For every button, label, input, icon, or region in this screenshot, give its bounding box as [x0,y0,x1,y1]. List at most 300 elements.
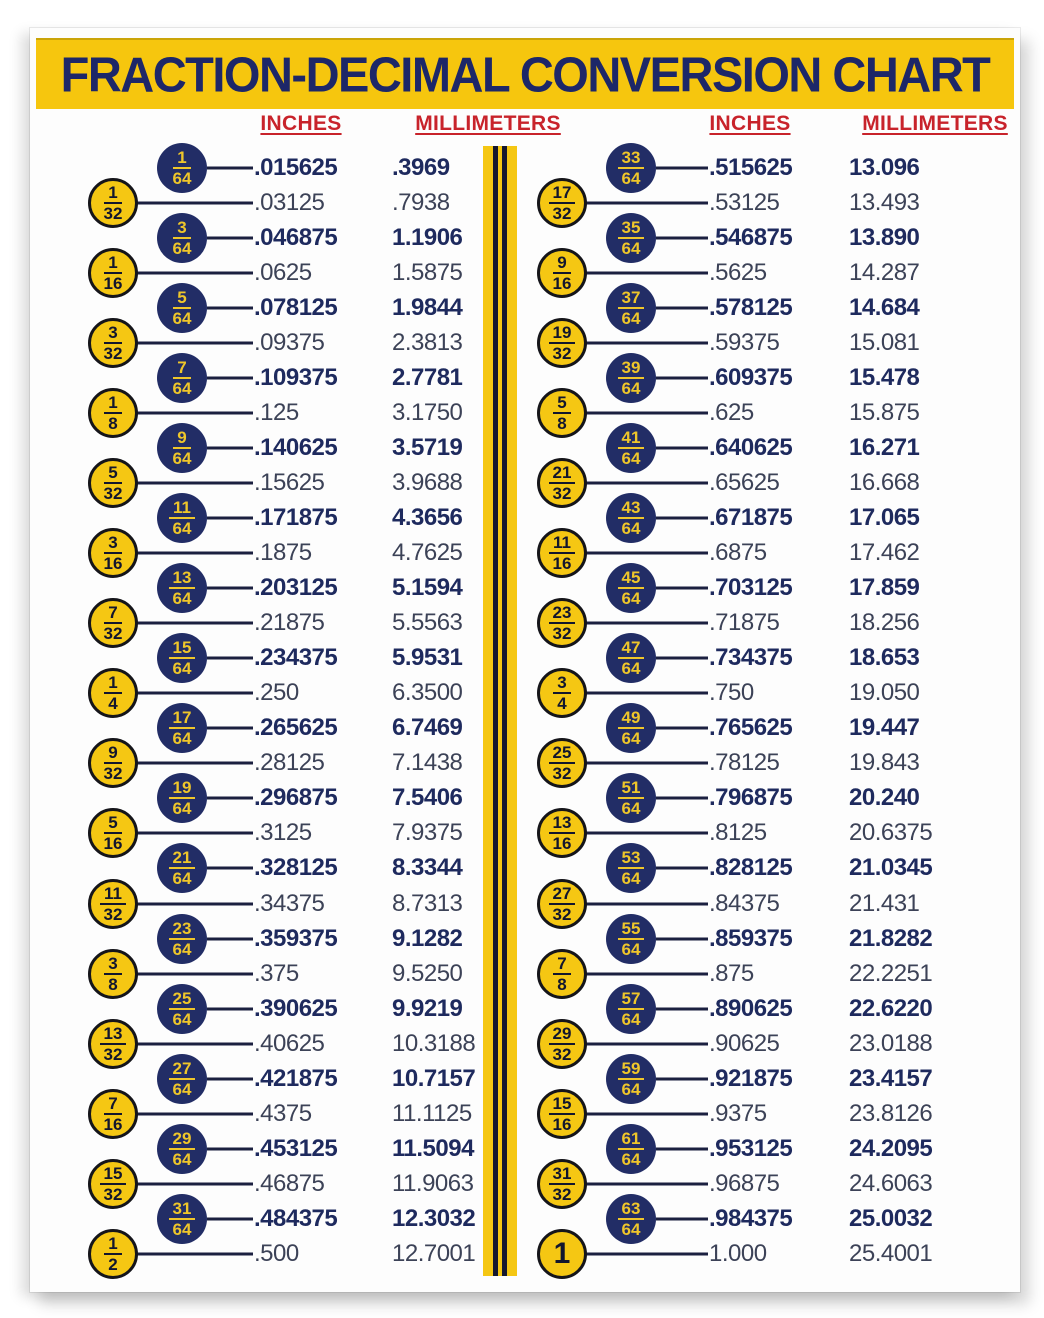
conversion-row [60,568,540,609]
connector-line [656,1217,708,1220]
inches-value: .875 [709,959,754,987]
inches-value: .28125 [254,749,325,777]
fraction-circle [157,1054,207,1104]
conversion-row [509,708,989,749]
millimeters-value: 17.462 [849,539,920,567]
fraction-numerator: 1 [104,674,121,694]
millimeters-value: 10.3188 [392,1029,476,1057]
fraction-circle [606,984,656,1034]
fraction-denominator: 32 [552,1044,572,1064]
inches-value: .0625 [254,258,312,286]
fraction-denominator: 8 [108,413,118,433]
millimeters-value: 7.9375 [392,819,463,847]
conversion-row [60,497,540,538]
millimeters-value: 21.8282 [849,924,933,952]
fraction-circle [88,318,138,368]
fraction-circle [606,353,656,403]
fraction-denominator: 32 [552,483,572,503]
millimeters-value: 23.8126 [849,1099,933,1127]
conversion-row [509,322,989,363]
conversion-row [509,918,989,959]
fraction-circle [157,353,207,403]
fraction-numerator: 35 [618,219,645,239]
inches-value: .484375 [254,1204,338,1232]
conversion-row [60,287,540,328]
fraction-circle [157,143,207,193]
fraction-numerator: 51 [618,779,645,799]
fraction-circle [88,808,138,858]
fraction-numerator: 11 [549,534,575,554]
fraction-denominator: 32 [552,624,572,644]
conversion-row [509,252,989,293]
conversion-row [509,1058,989,1099]
millimeters-value: 24.6063 [849,1169,933,1197]
inches-value: .859375 [709,924,793,952]
fraction-numerator: 21 [549,464,576,484]
fraction-denominator: 32 [552,904,572,924]
connector-line [585,552,708,555]
fraction-circle [606,143,656,193]
millimeters-value: 11.5094 [392,1134,474,1162]
fraction-circle [606,283,656,333]
connector-line [585,1112,708,1115]
inches-value: .765625 [709,714,793,742]
millimeters-value: 1.1906 [392,223,463,251]
conversion-row [509,1198,989,1239]
fraction-circle [537,1019,587,1069]
connector-line [136,832,253,835]
fraction-numerator: 23 [549,604,576,624]
fraction-circle [157,703,207,753]
connector-line [136,1112,253,1115]
millimeters-value: 13.096 [849,153,920,181]
inches-value: .953125 [709,1134,793,1162]
connector-line [585,622,708,625]
fraction-numerator: 3 [104,534,121,554]
fraction-denominator: 32 [103,203,123,223]
fraction-denominator: 32 [103,1044,123,1064]
fraction-numerator: 1 [104,254,121,274]
fraction-circle [537,1229,587,1279]
millimeters-value: 5.5563 [392,609,463,637]
fraction-denominator: 64 [621,168,641,188]
connector-line [207,166,253,169]
fraction-circle [537,1159,587,1209]
inches-value: .1875 [254,539,312,567]
connector-line [656,657,708,660]
fraction-denominator: 16 [103,554,123,574]
connector-line [585,902,708,905]
fraction-numerator: 43 [618,499,645,519]
conversion-row [60,1198,540,1239]
conversion-row [60,462,540,503]
conversion-row [509,217,989,258]
fraction-circle [537,318,587,368]
fraction-circle [88,598,138,648]
millimeters-value: 15.875 [849,398,920,426]
fraction-numerator: 27 [549,885,576,905]
conversion-chart-poster [30,28,1020,1292]
millimeters-value: 11.1125 [392,1099,472,1127]
conversion-row [509,287,989,328]
inches-value: .59375 [709,328,780,356]
conversion-row [60,778,540,819]
connector-line [136,622,253,625]
fraction-circle [537,248,587,298]
connector-line [207,236,253,239]
connector-line [207,1147,253,1150]
conversion-row [509,182,989,223]
fraction-circle [157,843,207,893]
fraction-numerator: 29 [169,1130,196,1150]
fraction-numerator: 31 [549,1165,576,1185]
inches-value: .171875 [254,503,338,531]
conversion-row [60,533,540,574]
fraction-denominator: 64 [172,1219,192,1239]
fraction-denominator: 32 [103,483,123,503]
connector-line [585,692,708,695]
conversion-row [509,1163,989,1204]
inches-value: .203125 [254,574,338,602]
connector-line [656,516,708,519]
connector-line [656,937,708,940]
fraction-circle [157,633,207,683]
millimeters-value: 19.843 [849,749,920,777]
fraction-circle [88,1229,138,1279]
fraction-denominator: 16 [552,834,572,854]
connector-line [136,271,253,274]
millimeters-value: 15.081 [849,328,920,356]
fraction-circle [606,1054,656,1104]
fraction-numerator: 11 [100,885,126,905]
fraction-numerator: 21 [169,849,196,869]
inches-value: .4375 [254,1099,312,1127]
fraction-circle [606,213,656,263]
fraction-numerator: 9 [104,744,121,764]
fraction-circle [606,423,656,473]
fraction-denominator: 64 [621,1079,641,1099]
connector-line [585,271,708,274]
fraction-denominator: 64 [172,238,192,258]
fraction-circle [537,668,587,718]
conversion-row [60,182,540,223]
millimeters-value: 2.7781 [392,363,463,391]
fraction-denominator: 64 [172,659,192,679]
fraction-numerator: 23 [169,920,196,940]
conversion-row [60,988,540,1029]
fraction-denominator: 8 [108,974,118,994]
fraction-denominator: 64 [621,378,641,398]
inches-value: .625 [709,398,754,426]
fraction-circle [537,528,587,578]
fraction-circle [537,388,587,438]
inches-value: .359375 [254,924,338,952]
connector-line [656,236,708,239]
connector-line [656,1147,708,1150]
conversion-row [509,638,989,679]
fraction-numerator: 1 [553,1236,571,1270]
fraction-numerator: 1 [173,149,190,169]
fraction-denominator: 32 [103,764,123,784]
fraction-circle [157,563,207,613]
title-band [36,38,1014,109]
fraction-numerator: 3 [104,955,121,975]
connector-line [585,1042,708,1045]
fraction-circle [88,388,138,438]
inches-value: .34375 [254,889,325,917]
fraction-circle [606,493,656,543]
conversion-row [60,392,540,433]
millimeters-value: 16.668 [849,468,920,496]
fraction-circle [537,879,587,929]
inches-value: .921875 [709,1064,793,1092]
fraction-numerator: 5 [173,289,190,309]
conversion-row [60,603,540,644]
fraction-circle [88,248,138,298]
fraction-numerator: 55 [618,920,645,940]
inches-header-left: INCHES [260,112,342,135]
inches-value: .03125 [254,188,325,216]
millimeters-value: 17.859 [849,574,920,602]
fraction-numerator: 39 [618,359,645,379]
millimeters-value: 7.1438 [392,749,463,777]
fraction-numerator: 9 [173,429,190,449]
millimeters-value: .7938 [392,188,450,216]
millimeters-value: 9.1282 [392,924,463,952]
fraction-numerator: 13 [549,814,576,834]
connector-line [136,762,253,765]
millimeters-value: 5.9531 [392,644,463,672]
millimeters-value: 3.5719 [392,433,463,461]
conversion-row [60,1233,540,1274]
fraction-circle [537,949,587,999]
millimeters-value: 18.653 [849,644,920,672]
millimeters-value: 2.3813 [392,328,463,356]
conversion-row [60,357,540,398]
inches-value: .015625 [254,153,338,181]
millimeters-value: 10.7157 [392,1064,476,1092]
connector-line [207,306,253,309]
inches-value: .500 [254,1239,299,1267]
connector-line [585,341,708,344]
fraction-denominator: 64 [621,939,641,959]
fraction-numerator: 15 [169,639,196,659]
millimeters-value: 19.050 [849,679,920,707]
millimeters-value: 3.9688 [392,468,463,496]
fraction-denominator: 32 [552,203,572,223]
connector-line [585,972,708,975]
inches-value: .375 [254,959,299,987]
connector-line [207,727,253,730]
fraction-circle [537,738,587,788]
fraction-numerator: 27 [169,1060,196,1080]
connector-line [585,481,708,484]
fraction-numerator: 59 [618,1060,645,1080]
fraction-denominator: 64 [621,1149,641,1169]
conversion-row [509,533,989,574]
conversion-row [509,883,989,924]
fraction-denominator: 4 [557,694,567,714]
inches-value: .8125 [709,819,767,847]
fraction-numerator: 1 [104,394,121,414]
connector-line [136,201,253,204]
inches-value: .90625 [709,1029,780,1057]
fraction-numerator: 7 [104,604,121,624]
fraction-denominator: 64 [172,799,192,819]
inches-value: .078125 [254,293,338,321]
fraction-circle [537,178,587,228]
millimeters-value: 19.447 [849,714,920,742]
fraction-denominator: 4 [108,694,118,714]
fraction-denominator: 64 [621,589,641,609]
fraction-denominator: 64 [621,308,641,328]
fraction-circle [88,1089,138,1139]
conversion-row [509,1128,989,1169]
conversion-row [509,813,989,854]
connector-line [136,481,253,484]
connector-line [136,1042,253,1045]
millimeters-value: 21.431 [849,889,920,917]
inches-value: .578125 [709,293,793,321]
fraction-numerator: 31 [169,1200,196,1220]
inches-value: .828125 [709,854,793,882]
conversion-row [509,1093,989,1134]
conversion-row [509,848,989,889]
fraction-circle [606,1194,656,1244]
fraction-denominator: 16 [103,273,123,293]
fraction-denominator: 64 [621,869,641,889]
inches-value: .421875 [254,1064,338,1092]
fraction-circle [88,738,138,788]
fraction-circle [606,1124,656,1174]
fraction-denominator: 2 [108,1254,118,1274]
fraction-circle [157,423,207,473]
inches-value: .65625 [709,468,780,496]
inches-value: .21875 [254,609,325,637]
inches-value: .3125 [254,819,312,847]
millimeters-value: 23.0188 [849,1029,933,1057]
connector-line [136,552,253,555]
conversion-row [60,1023,540,1064]
connector-line [207,1077,253,1080]
fraction-numerator: 17 [549,184,576,204]
conversion-row [60,883,540,924]
millimeters-value: 7.5406 [392,784,463,812]
connector-line [207,797,253,800]
fraction-denominator: 64 [172,1009,192,1029]
fraction-numerator: 57 [618,990,645,1010]
millimeters-header-right: MILLIMETERS [862,112,1008,135]
fraction-numerator: 33 [618,149,645,169]
fraction-numerator: 5 [104,814,121,834]
conversion-row [509,497,989,538]
conversion-row [60,1128,540,1169]
connector-line [585,762,708,765]
fraction-denominator: 32 [552,1184,572,1204]
fraction-numerator: 45 [618,569,645,589]
inches-value: .84375 [709,889,780,917]
fraction-denominator: 8 [557,413,567,433]
connector-line [207,376,253,379]
millimeters-header-left: MILLIMETERS [415,112,561,135]
conversion-row [60,427,540,468]
fraction-numerator: 53 [618,849,645,869]
connector-line [136,972,253,975]
inches-value: .609375 [709,363,793,391]
conversion-row [509,673,989,714]
fraction-numerator: 1 [104,184,121,204]
conversion-row [60,1058,540,1099]
millimeters-value: 1.9844 [392,293,463,321]
inches-value: .15625 [254,468,325,496]
fraction-denominator: 64 [172,1079,192,1099]
connector-line [656,587,708,590]
fraction-circle [88,528,138,578]
inches-value: .5625 [709,258,767,286]
conversion-row [60,813,540,854]
inches-value: .703125 [709,574,793,602]
fraction-circle [537,1089,587,1139]
millimeters-value: 12.7001 [392,1239,476,1267]
inches-value: .515625 [709,153,793,181]
fraction-numerator: 11 [169,499,195,519]
fraction-circle [88,178,138,228]
fraction-numerator: 5 [553,394,570,414]
inches-value: .328125 [254,854,338,882]
fraction-denominator: 16 [552,273,572,293]
millimeters-value: 8.3344 [392,854,463,882]
conversion-row [60,918,540,959]
millimeters-value: .3969 [392,153,450,181]
fraction-denominator: 16 [552,554,572,574]
inches-value: .546875 [709,223,793,251]
connector-line [656,867,708,870]
millimeters-value: 6.3500 [392,679,463,707]
millimeters-value: 25.4001 [849,1239,933,1267]
conversion-row [509,603,989,644]
fraction-numerator: 1 [104,1235,121,1255]
millimeters-value: 3.1750 [392,398,463,426]
fraction-circle [88,1019,138,1069]
fraction-numerator: 7 [173,359,190,379]
right-column [509,147,989,1272]
fraction-numerator: 49 [618,709,645,729]
fraction-denominator: 64 [621,238,641,258]
millimeters-value: 20.240 [849,784,920,812]
conversion-row [509,1236,989,1271]
conversion-row [60,217,540,258]
conversion-row [509,357,989,398]
connector-line [207,516,253,519]
conversion-row [509,1023,989,1064]
connector-line [585,1182,708,1185]
inches-value: .125 [254,398,299,426]
inches-value: .890625 [709,994,793,1022]
millimeters-value: 24.2095 [849,1134,933,1162]
connector-line [136,1252,253,1255]
fraction-numerator: 3 [104,324,121,344]
fraction-denominator: 64 [172,378,192,398]
fraction-denominator: 64 [621,1009,641,1029]
conversion-row [509,392,989,433]
fraction-numerator: 15 [100,1165,127,1185]
fraction-denominator: 32 [552,764,572,784]
fraction-circle [157,773,207,823]
fraction-circle [157,213,207,263]
page-title: FRACTION-DECIMAL CONVERSION CHART [60,46,990,103]
fraction-circle [157,1124,207,1174]
inches-value: .453125 [254,1134,338,1162]
